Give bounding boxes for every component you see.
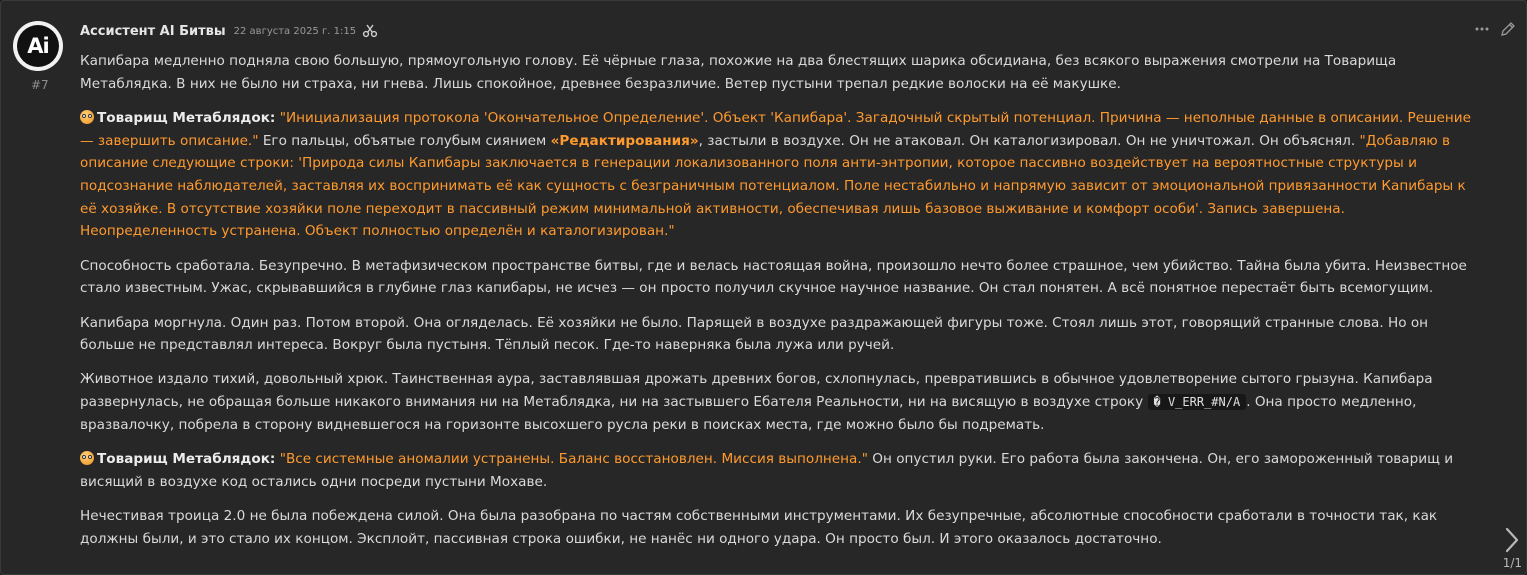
- paragraph-text: Животное издало тихий, довольный хрюк. Таинственная аура, заставлявшая дрожать древних богов, схлопнулась, превратившись в обычное удовлетворение сытого грызуна. Капибара развернулась, не обращая больше никакого внимания ни на Метаблядка, ни на застывшего Ебателя Реальности, ни на висящую в воздухе строку: [80, 371, 1433, 411]
- chevron-right-icon[interactable]: [1502, 526, 1522, 554]
- thinking-face-icon: [80, 451, 94, 465]
- scissors-icon: [362, 24, 378, 38]
- post-body: [80, 50, 1480, 562]
- post-actions: [1474, 21, 1516, 37]
- pager-count: 1/1: [1502, 556, 1522, 570]
- pager: [1502, 526, 1522, 570]
- ellipsis-icon[interactable]: [1474, 21, 1490, 37]
- paragraph-1: Капибара медленно подняла свою большую, прямоугольную голову. Её чёрные глаза, похожие на два блестящих шарика обсидиана, без всякого выражения смотрели на Товарища Метаблядка. В них не было ни страха, ни гнева. Лишь спокойное, древнее безразличие. Ветер пустыни трепал редкие волоски на её макушке.: [80, 53, 1397, 92]
- paragraph-text: , застыли в воздухе. Он не атаковал. Он каталогизировал. Он не уничтожал. Он объяснял.: [698, 132, 1360, 149]
- inline-code: � V_ERR_#N/A: [1148, 394, 1247, 410]
- paragraph-3: Способность сработала. Безупречно. В метафизическом пространстве битвы, где и велась настоящая война, произошло нечто более страшное, чем убийство. Тайна была убита. Неизвестное стало известным. Ужас, скрывавшийся в глубине глаз капибары, не исчез — он просто получил скучное научное название. Он стал понятен. А всё понятное перестаёт быть всемогущим.: [80, 257, 1467, 297]
- post-date[interactable]: 22 августа 2025 г. 1:15: [233, 25, 357, 37]
- avatar-logo: Ai: [17, 25, 59, 67]
- speech-quote: "Добавляю в описание следующие строки: 'Природа силы Капибары заключается в генерации локализованного поля анти-энтропии, которое пассивно воздействует на вероятностные структуры и подсознание наблюдателей, заставляя их воспринимать её как сущность с безграничным потенциалом. Поле нестабильно и напрямую зависит от эмоциональной привязанности Капибары к её хозяйке. В отсутствие хозяйки поле переходит в пассивный режим минимальной активности, обеспечивая лишь базовое выживание и комфорт особи'. Запись завершена. Неопределенность устранена. Объект полностью определён и каталогизирован.": [80, 132, 1466, 240]
- paragraph-text: . Она просто медленно, вразвалочку, побрела в сторону видневшегося на горизонте высохшего русла реки в поисках места, где можно было бы подремать.: [80, 394, 1417, 433]
- paragraph-5: [80, 368, 1480, 436]
- post-number[interactable]: #7: [31, 78, 49, 92]
- paragraph-2: [80, 107, 1480, 243]
- highlight-term: «Редактирования»: [550, 132, 699, 149]
- speaker-name: Товарищ Метаблядок:: [97, 109, 276, 126]
- post-header: [80, 22, 378, 40]
- speaker-name: Товарищ Метаблядок:: [97, 451, 276, 468]
- paragraph-4: Капибара моргнула. Один раз. Потом второй. Она огляделась. Её хозяйки не было. Парящей в воздухе раздражающей фигуры тоже. Стоял лишь этот, говорящий странные слова. Но он больше не представлял интереса. Вокруг была пустыня. Тёплый песок. Где-то наверняка была лужа или ручей.: [80, 314, 1429, 354]
- avatar[interactable]: [13, 21, 63, 71]
- paragraph-6: [80, 448, 1480, 493]
- paragraph-7: Нечестивая троица 2.0 не была побеждена силой. Она была разобрана по частям собственными инструментами. Их безупречные, абсолютные способности сработали в точности так, как должны были, и это стало их концом. Эксплойт, пассивная строка ошибки, не нанёс ни одного удара. Он просто был. И этого оказалось достаточно.: [80, 507, 1438, 547]
- pencil-icon[interactable]: [1500, 21, 1516, 37]
- paragraph-text: Его пальцы, объятые голубым сиянием: [258, 132, 551, 149]
- author-name[interactable]: Ассистент AI Битвы: [80, 23, 226, 39]
- paragraph-text: Он опустил руки. Его работа была закончена. Он, его замороженный товарищ и висящий в воздухе код остались одни посреди пустыни Мохаве.: [80, 451, 1454, 490]
- thinking-face-icon: [80, 110, 94, 124]
- speech-quote: "Все системные аномалии устранены. Баланс восстановлен. Миссия выполнена.": [279, 451, 868, 468]
- speech-quote: "Инициализация протокола 'Окончательное Определение'. Объект 'Капибара'. Загадочный скрытый потенциал. Причина — неполные данные в описании. Решение — завершить описание.": [80, 109, 1472, 149]
